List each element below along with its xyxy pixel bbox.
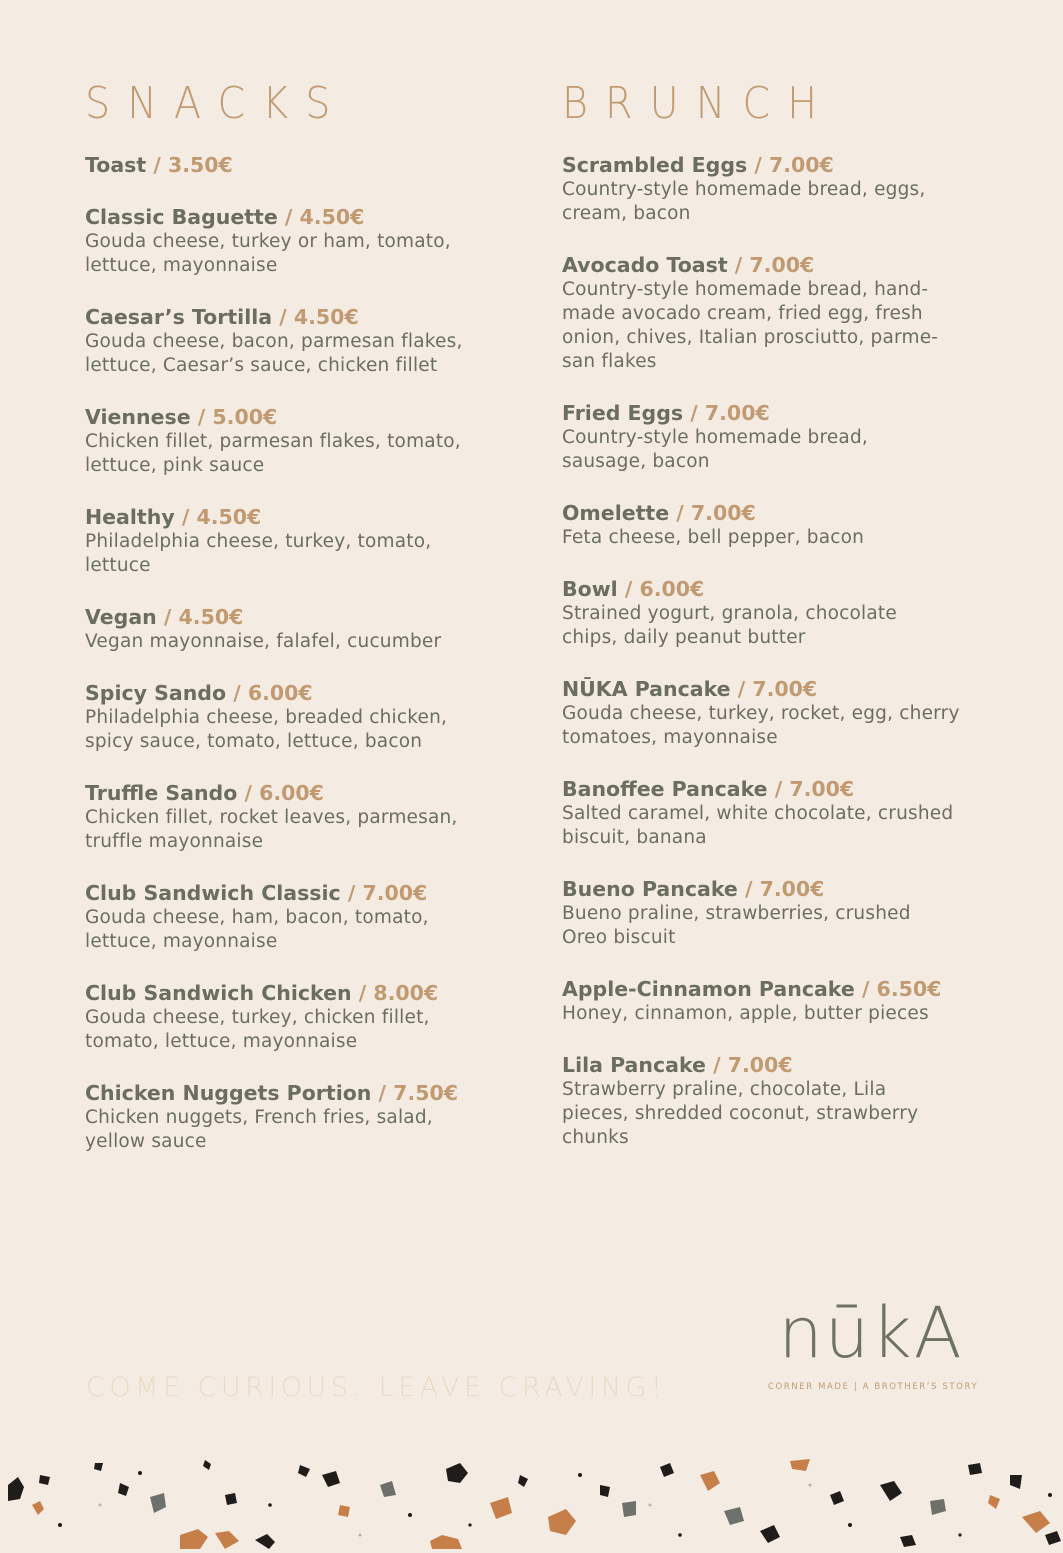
- menu-item-name: Viennese: [85, 405, 191, 429]
- menu-item-heading: [85, 1080, 525, 1106]
- snacks-title: SNACKS: [85, 78, 348, 129]
- menu-item-description: Chicken nuggets, French fries, salad, yellow sauce: [85, 1107, 433, 1152]
- menu-item-description: Gouda cheese, turkey or ham, tomato, lettuce, mayonnaise: [85, 231, 451, 276]
- menu-item-heading: [562, 500, 1002, 526]
- menu-item-price: / 7.00€: [734, 253, 815, 277]
- menu-item-description: Gouda cheese, turkey, rocket, egg, cherry tomatoes, mayonnaise: [562, 703, 960, 748]
- menu-item-description: Strained yogurt, granola, chocolate chips, daily peanut butter: [562, 603, 897, 648]
- menu-item-price: / 7.00€: [737, 677, 818, 701]
- menu-item-price: / 6.00€: [233, 681, 313, 705]
- menu-item-description: Gouda cheese, bacon, parmesan flakes, lettuce, Caesar’s sauce, chicken fillet: [85, 331, 463, 376]
- menu-item-heading: [562, 576, 1002, 602]
- menu-item: [85, 304, 525, 378]
- menu-item-price: / 4.50€: [284, 205, 365, 229]
- menu-item-name: Toast: [85, 153, 147, 177]
- menu-item-description: Feta cheese, bell pepper, bacon: [562, 527, 865, 548]
- menu-item: [562, 152, 1002, 226]
- menu-item-description: Gouda cheese, ham, bacon, tomato, lettuce, mayonnaise: [85, 907, 429, 952]
- menu-item-name: Caesar’s Tortilla: [85, 305, 273, 329]
- menu-item-heading: [85, 304, 525, 330]
- menu-item-heading: [85, 604, 525, 630]
- menu-item-description: Gouda cheese, turkey, chicken fillet, tomato, lettuce, mayonnaise: [85, 1007, 430, 1052]
- menu-item-price: / 6.00€: [624, 577, 705, 601]
- menu-item-description: Country-style homemade bread, hand- made avocado cream, fried egg, fresh onion, chives, Italian prosciutto, parme- san flakes: [562, 279, 939, 372]
- menu-item-name: Bueno Pancake: [562, 877, 738, 901]
- terrazzo-pattern: [0, 1455, 1063, 1549]
- menu-item: [85, 152, 525, 178]
- menu-item-name: Classic Baguette: [85, 205, 278, 229]
- menu-item-heading: [562, 252, 1002, 278]
- menu-item-name: Scrambled Eggs: [562, 153, 748, 177]
- menu-item-price: / 6.00€: [244, 781, 324, 805]
- menu-item-price: / 4.50€: [279, 305, 359, 329]
- snacks-list: [85, 152, 525, 1180]
- menu-item-price: / 7.00€: [754, 153, 834, 177]
- menu-item-description: Country-style homemade bread, sausage, bacon: [562, 427, 868, 472]
- menu-item-price: / 7.00€: [347, 881, 428, 905]
- menu-item-description: Strawberry praline, chocolate, Lila pieces, shredded coconut, strawberry chunks: [562, 1079, 919, 1148]
- menu-item-name: Chicken Nuggets Portion: [85, 1081, 372, 1105]
- menu-item-name: Vegan: [85, 605, 157, 629]
- menu-item-price: / 7.00€: [713, 1053, 793, 1077]
- menu-item-heading: [562, 876, 1002, 902]
- menu-item-price: / 7.00€: [774, 777, 855, 801]
- menu-item-price: / 7.50€: [378, 1081, 459, 1105]
- menu-item-price: / 7.00€: [690, 401, 770, 425]
- menu-item-description: Chicken fillet, rocket leaves, parmesan, truffle mayonnaise: [85, 807, 458, 852]
- menu-item-name: Fried Eggs: [562, 401, 684, 425]
- menu-item-heading: [562, 1052, 1002, 1078]
- menu-item-name: Bowl: [562, 577, 618, 601]
- menu-item-description: Philadelphia cheese, breaded chicken, spicy sauce, tomato, lettuce, bacon: [85, 707, 448, 752]
- menu-item: [85, 680, 525, 754]
- menu-item-price: / 5.00€: [197, 405, 278, 429]
- menu-item-name: Club Sandwich Chicken: [85, 981, 352, 1005]
- menu-item-price: / 7.00€: [744, 877, 825, 901]
- menu-item-heading: [562, 776, 1002, 802]
- menu-item-description: Country-style homemade bread, eggs, cream, bacon: [562, 179, 926, 224]
- terrazzo-pattern-footer: [0, 1455, 1063, 1549]
- menu-item-description: Salted caramel, white chocolate, crushed biscuit, banana: [562, 803, 954, 848]
- menu-item-name: NŪKA Pancake: [562, 677, 731, 701]
- menu-item-name: Truffle Sando: [85, 781, 238, 805]
- menu-item-heading: [85, 880, 525, 906]
- nuka-logo: [768, 1292, 979, 1392]
- menu-item-name: Banoffee Pancake: [562, 777, 768, 801]
- menu-item: [562, 876, 1002, 950]
- brunch-title: BRUNCH: [562, 78, 835, 129]
- menu-item-heading: [562, 152, 1002, 178]
- menu-item-name: Club Sandwich Classic: [85, 881, 341, 905]
- menu-item-name: Avocado Toast: [562, 253, 728, 277]
- menu-item-name: Lila Pancake: [562, 1053, 706, 1077]
- menu-item-heading: [85, 680, 525, 706]
- menu-item-heading: [85, 204, 525, 230]
- menu-item-price: / 4.50€: [181, 505, 262, 529]
- menu-item-heading: [85, 404, 525, 430]
- menu-item: [85, 504, 525, 578]
- menu-item: [562, 576, 1002, 650]
- tagline: COME CURIOUS. LEAVE CRAVING!: [86, 1372, 667, 1403]
- menu-item-heading: [85, 504, 525, 530]
- menu-item-name: Healthy: [85, 505, 175, 529]
- menu-item-name: Apple-Cinnamon Pancake: [562, 977, 855, 1001]
- menu-item-heading: [85, 780, 525, 806]
- menu-item: [562, 676, 1002, 750]
- menu-item-description: Chicken fillet, parmesan flakes, tomato, lettuce, pink sauce: [85, 431, 461, 476]
- menu-item-price: / 8.00€: [358, 981, 439, 1005]
- menu-item: [562, 252, 1002, 374]
- menu-item: [85, 980, 525, 1054]
- menu-item-description: Honey, cinnamon, apple, butter pieces: [562, 1003, 929, 1024]
- menu-item-price: / 4.50€: [163, 605, 244, 629]
- logo-subtitle: CORNER MADE | A BROTHER’S STORY: [768, 1382, 979, 1392]
- menu-item-price: / 6.50€: [861, 977, 942, 1001]
- menu-item: [562, 976, 1002, 1026]
- menu-item-name: Spicy Sando: [85, 681, 227, 705]
- menu-item-heading: [562, 400, 1002, 426]
- menu-item: [562, 776, 1002, 850]
- menu-item-price: / 3.50€: [153, 153, 233, 177]
- menu-item-description: Bueno praline, strawberries, crushed Oreo biscuit: [562, 903, 911, 948]
- menu-item: [85, 880, 525, 954]
- menu-item-heading: [85, 152, 525, 178]
- menu-item-heading: [85, 980, 525, 1006]
- menu-item: [85, 604, 525, 654]
- brunch-list: [562, 152, 1002, 1176]
- logo-wordmark: nūkA: [778, 1292, 964, 1374]
- menu-item-heading: [562, 976, 1002, 1002]
- menu-item: [85, 780, 525, 854]
- menu-item-name: Omelette: [562, 501, 670, 525]
- menu-item: [85, 404, 525, 478]
- menu-item-heading: [562, 676, 1002, 702]
- menu-item: [562, 1052, 1002, 1150]
- menu-item: [562, 500, 1002, 550]
- menu-item: [85, 1080, 525, 1154]
- menu-item-price: / 7.00€: [676, 501, 756, 525]
- menu-item-description: Vegan mayonnaise, falafel, cucumber: [85, 631, 442, 652]
- menu-item: [85, 204, 525, 278]
- menu-item-description: Philadelphia cheese, turkey, tomato, lettuce: [85, 531, 432, 576]
- menu-item: [562, 400, 1002, 474]
